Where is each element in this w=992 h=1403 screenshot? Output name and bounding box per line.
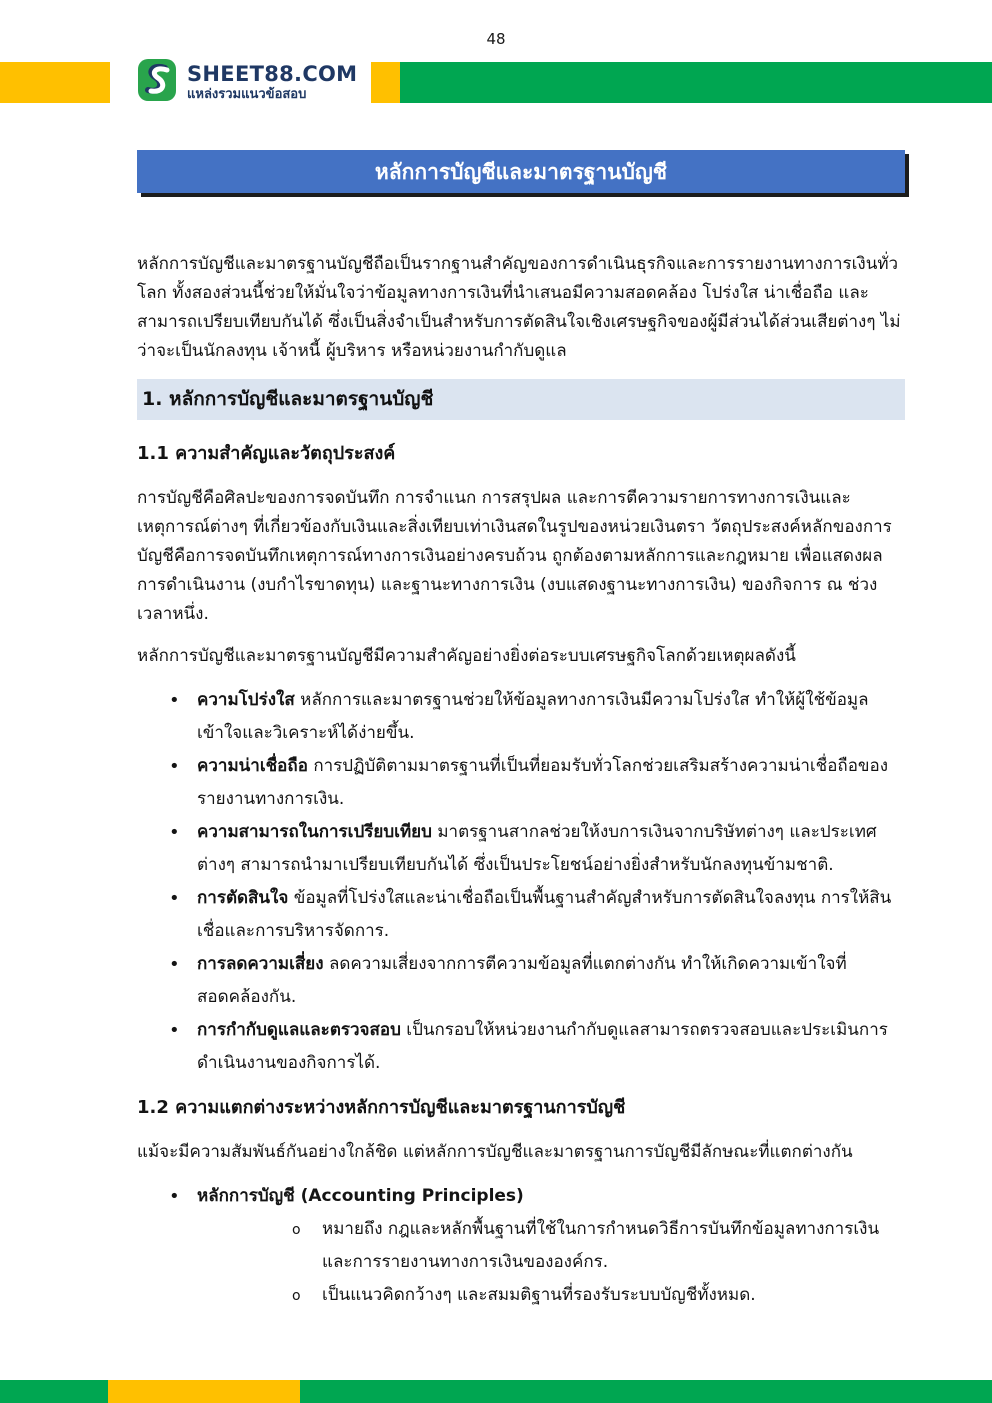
bullet-text: ลดความเสี่ยงจากการตีความข้อมูลที่แตกต่างกัน ทำให้เกิดความเข้าใจที่สอดคล้องกัน. [197,954,847,1007]
bullet-item [137,1014,905,1080]
footer-band-yellow [108,1380,300,1403]
footer-band-green-left [0,1380,108,1403]
bullet-lead: การลดความเสี่ยง [197,954,324,974]
bullet-item [137,948,905,1014]
bullet-lead: ความน่าเชื่อถือ [197,756,308,776]
principles-sub-list [197,1213,905,1312]
header-band-green [400,62,992,103]
section-1-2-paragraph: แม้จะมีความสัมพันธ์กันอย่างใกล้ชิด แต่หลักการบัญชีและมาตรฐานการบัญชีมีลักษณะที่แตกต่างกัน [137,1142,853,1162]
document-title-banner: หลักการบัญชีและมาตรฐานบัญชี [137,150,905,193]
bullet-text: เป็นกรอบให้หน่วยงานกำกับดูแลสามารถตรวจสอบและประเมินการดำเนินงานของกิจการได้. [197,1020,888,1073]
sub-bullet-item: o หมายถึง กฎและหลักพื้นฐานที่ใช้ในการกำหนดวิธีการบันทึกข้อมูลทางการเงินและการรายงานทางการเงินขององค์กร. [197,1213,905,1279]
bullet-text: หลักการและมาตรฐานช่วยให้ข้อมูลทางการเงินมีความโปร่งใส ทำให้ผู้ใช้ข้อมูลเข้าใจและวิเคราะห์ได้ง่ายขึ้น. [197,690,869,743]
section-1-heading: 1. หลักการบัญชีและมาตรฐานบัญชี [137,379,905,420]
footer-band-green-right [300,1380,992,1403]
bullet-item [137,882,905,948]
sheet88-logo [137,57,371,107]
bullet-lead: หลักการบัญชี (Accounting Principles) [197,1186,524,1206]
bullet-item [137,750,905,816]
principles-bullet-list [137,1180,905,1312]
brand-tagline: แหล่งรวมแนวข้อสอบ [187,86,307,102]
page-number: 48 [486,30,506,48]
brand-name: SHEET88.COM [187,61,358,86]
bullet-lead: ความสามารถในการเปรียบเทียบ [197,822,432,842]
brand-text-block [187,62,357,103]
section-1-1-paragraph-1: การบัญชีคือศิลปะของการจดบันทึก การจำแนก การสรุปผล และการตีความรายการทางการเงินและเหตุการณ์ต่างๆ ที่เกี่ยวข้องกับเงินและสิ่งเทียบเท่าเงินสดในรูปของหน่วยเงินตรา วัตถุประสงค์หลักของการบัญชีคือการจดบันทึกเหตุการณ์ทางการเงินอย่างครบถ้วน ถูกต้องตามหลักการและกฎหมาย เพื่อแสดงผลการดำเนินงาน (งบกำไรขาดทุน) และฐานะทางการเงิน (งบแสดงฐานะทางการเงิน) ของกิจการ ณ ช่วงเวลาหนึ่ง. [137,488,892,624]
document-content [137,150,905,1324]
bullet-lead: ความโปร่งใส [197,690,295,710]
section-1-1-heading: 1.1 ความสำคัญและวัตถุประสงค์ [137,443,396,464]
bullet-lead: การกำกับดูแลและตรวจสอบ [197,1020,401,1040]
bullet-text: ข้อมูลที่โปร่งใสและน่าเชื่อถือเป็นพื้นฐานสำคัญสำหรับการตัดสินใจลงทุน การให้สินเชื่อและการบริหารจัดการ. [197,888,892,941]
intro-paragraph: หลักการบัญชีและมาตรฐานบัญชีถือเป็นรากฐานสำคัญของการดำเนินธุรกิจและการรายงานทางการเงินทั่วโลก ทั้งสองส่วนนี้ช่วยให้มั่นใจว่าข้อมูลทางการเงินที่นำเสนอมีความสอดคล้อง โปร่งใส น่าเชื่อถือ และสามารถเปรียบเทียบกันได้ ซึ่งเป็นสิ่งจำเป็นสำหรับการตัดสินใจเชิงเศรษฐกิจของผู้มีส่วนได้ส่วนเสียต่างๆ ไม่ว่าจะเป็นนักลงทุน เจ้าหนี้ ผู้บริหาร หรือหน่วยงานกำกับดูแล [137,254,901,361]
section-1-1-paragraph-2: หลักการบัญชีและมาตรฐานบัญชีมีความสำคัญอย่างยิ่งต่อระบบเศรษฐกิจโลกด้วยเหตุผลดังนี้ [137,646,796,666]
header-band-yellow-left [0,62,110,103]
section-1-2-heading: 1.2 ความแตกต่างระหว่างหลักการบัญชีและมาตรฐานการบัญชี [137,1097,626,1118]
bullet-item [137,816,905,882]
importance-bullet-list [137,684,905,1080]
sub-bullet-item: o เป็นแนวคิดกว้างๆ และสมมติฐานที่รองรับระบบบัญชีทั้งหมด. [197,1279,905,1312]
bullet-text: มาตรฐานสากลช่วยให้งบการเงินจากบริษัทต่างๆ และประเทศต่างๆ สามารถนำมาเปรียบเทียบกันได้ ซึ่งเป็นประโยชน์อย่างยิ่งสำหรับนักลงทุนข้ามชาติ. [197,822,877,875]
sheet88-logo-icon [137,57,177,107]
bullet-text: การปฏิบัติตามมาตรฐานที่เป็นที่ยอมรับทั่วโลกช่วยเสริมสร้างความน่าเชื่อถือของรายงานทางการเงิน. [197,756,889,809]
bullet-item [137,1180,905,1312]
bullet-item [137,684,905,750]
bullet-lead: การตัดสินใจ [197,888,289,908]
